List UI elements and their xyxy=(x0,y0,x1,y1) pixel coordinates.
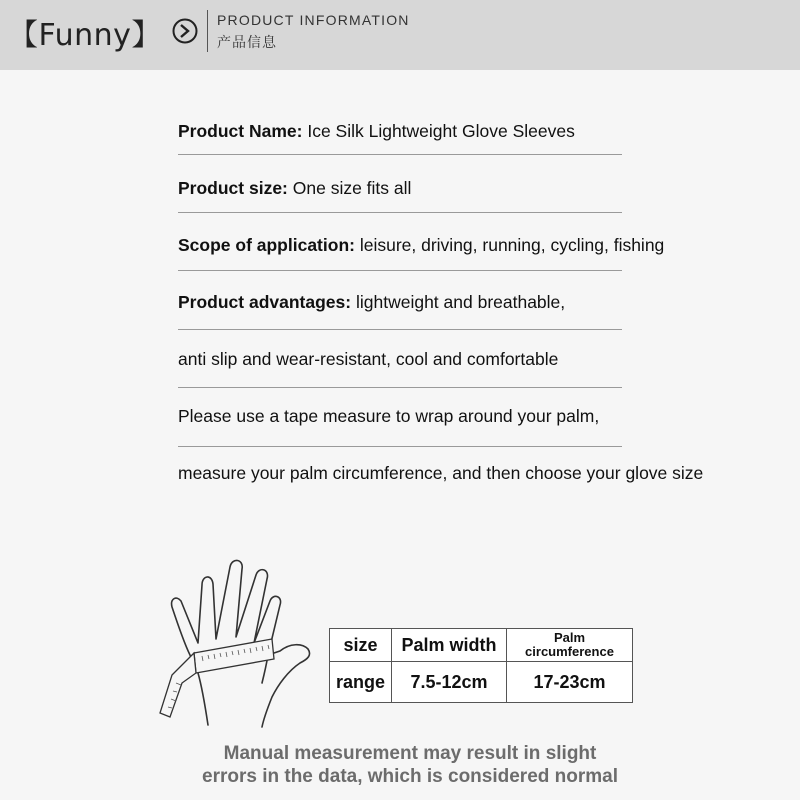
measure-line-1: Please use a tape measure to wrap around your palm, xyxy=(178,406,600,426)
header-divider xyxy=(207,10,208,52)
product-size-value: One size fits all xyxy=(287,178,412,198)
divider xyxy=(178,270,622,271)
scope-value: leisure, driving, running, cycling, fishing xyxy=(354,235,665,255)
table-row xyxy=(330,662,633,703)
size-header: size xyxy=(330,629,392,662)
size-table xyxy=(329,628,633,703)
brand-logo: 【Funny】 xyxy=(8,18,162,53)
advantages-value: lightweight and breathable, xyxy=(351,292,566,312)
advantages-row xyxy=(178,292,565,313)
advantages-label: Product advantages: xyxy=(178,292,352,312)
product-name-label: Product Name: xyxy=(178,121,303,141)
header-bar xyxy=(0,0,800,70)
product-name-value: Ice Silk Lightweight Glove Sleeves xyxy=(302,121,575,141)
note-line-2: errors in the data, which is considered normal xyxy=(202,766,618,787)
palm-width-header: Palm width xyxy=(392,629,507,662)
range-label: range xyxy=(330,662,392,703)
divider xyxy=(178,387,622,388)
hand-measure-icon xyxy=(150,555,320,735)
product-size-label: Product size: xyxy=(178,178,288,198)
advantages-continued: anti slip and wear-resistant, cool and comfortable xyxy=(178,349,559,369)
palm-circumference-header xyxy=(507,629,633,662)
product-name-row xyxy=(178,121,575,142)
header-title-en: PRODUCT INFORMATION xyxy=(217,12,410,28)
table-row xyxy=(330,629,633,662)
note-line-1: Manual measurement may result in slight xyxy=(223,743,597,764)
palm-circumference-header-line2: circumference xyxy=(525,644,614,659)
divider xyxy=(178,212,622,213)
divider xyxy=(178,446,622,447)
palm-circumference-header-line1: Palm xyxy=(553,630,586,645)
measurement-note xyxy=(150,742,670,788)
divider xyxy=(178,329,622,330)
product-size-row xyxy=(178,178,411,199)
palm-width-value: 7.5-12cm xyxy=(392,662,507,703)
header-title-cn: 产品信息 xyxy=(217,34,277,50)
measure-line-2: measure your palm circumference, and then choose your glove size xyxy=(178,463,704,483)
scope-row xyxy=(178,235,664,256)
scope-label: Scope of application: xyxy=(178,235,355,255)
divider xyxy=(178,154,622,155)
palm-circumference-value: 17-23cm xyxy=(507,662,633,703)
arrow-right-circle-icon xyxy=(172,18,198,44)
